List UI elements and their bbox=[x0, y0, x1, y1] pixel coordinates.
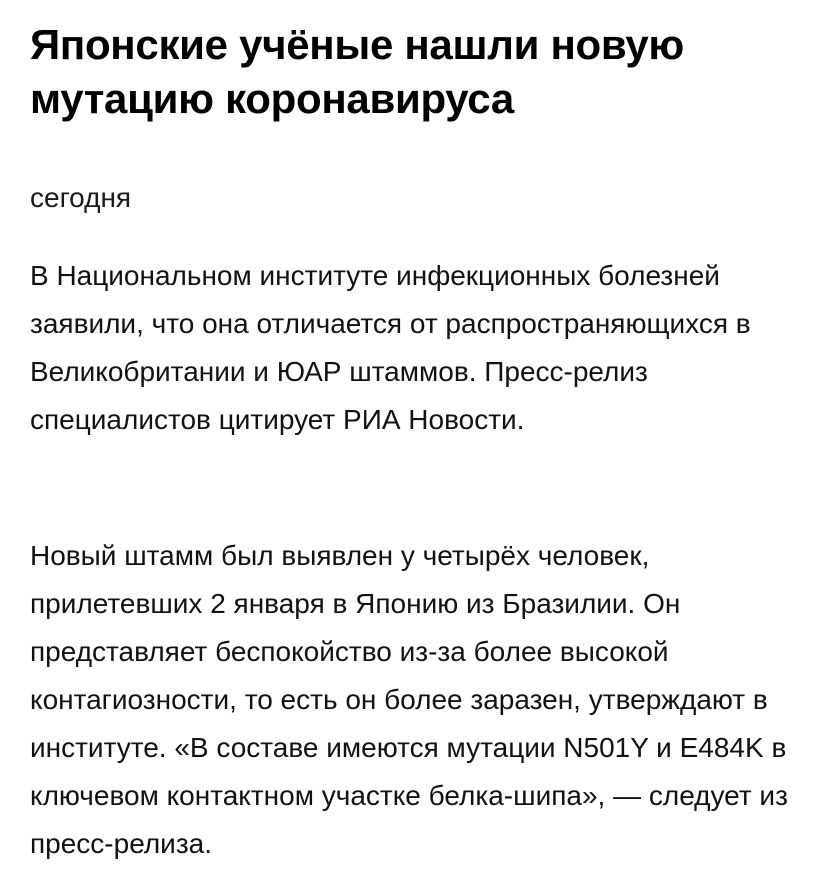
article-paragraph-2: Новый штамм был выявлен у четырёх человек, прилетевших 2 января в Японию из Бразилии. Он представляет беспокойство из-за более высокой контагиозности, то есть он более заразен, утверждают в институте. «В составе имеются мутации N501Y и E484K в ключевом контактном участке белка-шипа», — следует из пресс-релиза. bbox=[30, 540, 788, 859]
article-paragraph-1: В Национальном институте инфекционных болезней заявили, что она отличается от распространяющихся в Великобритании и ЮАР штаммов. Пресс-релиз специалистов цитирует РИА Новости. bbox=[30, 260, 751, 435]
article-date: сегодня bbox=[30, 182, 132, 213]
article-title: Японские учёные нашли новую мутацию коронавируса bbox=[30, 21, 684, 122]
article bbox=[30, 18, 810, 859]
